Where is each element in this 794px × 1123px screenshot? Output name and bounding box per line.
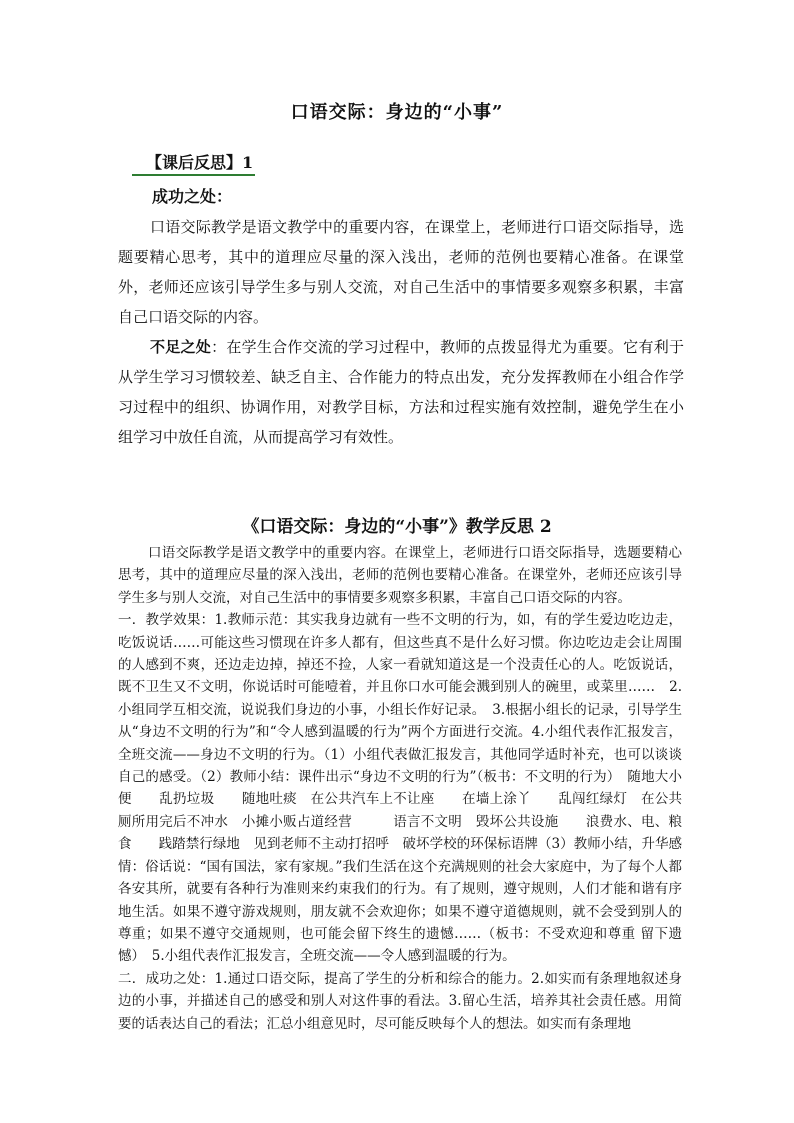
section-tag: 【课后反思】1 — [132, 150, 255, 176]
teaching-effect-paragraph: 一．教学效果：1.教师示范：其实我身边就有一些不文明的行为，如，有的学生爱边吃边走，吃饭说话……可能这些习惯现在许多人都有，但这些真不是什么好习惯。你边吃边走会让周围的人感到不爽，还边走边掉，掉还不捡，人家一看就知道这是一个没责任心的人。吃饭说话，既不卫生又不文明，你说话时可能噎着，并且你口水可能会溅到别人的碗里，或菜里…… 2.小组同学互相交流，说说我们身边的小事，小组长作好记录。 3.根据小组长的记录，引导学生从“身边不文明的行为”和“令人感到温暖的行为”两个方面进行交流。4.小组代表作汇报发言，全班交流——身边不文明的行为。（1）小组代表做汇报发言，其他同学适时补充，也可以谈谈自己的感受。（2）教师小结：课件出示“身边不文明的行为”（板书：不文明的行为） 随地大小便 乱扔垃圾 随地吐痰 在公共汽车上不让座 在墙上涂丫 乱闯红绿灯 在公共厕所用完后不冲水 小摊小贩占道经营 语言不文明 毁坏公共设施 浪费水、电、粮食 践踏禁行绿地 见到老师不主动打招呼 破坏学校的环保标语牌（3）教师小结，升华感情：俗话说：“国有国法，家有家规。”我们生活在这个充满规则的社会大家庭中，为了每个人都各安其所，就要有各种行为准则来约束我们的行为。有了规则，遵守规则，人们才能和谐有序地生活。如果不遵守游戏规则，朋友就不会欢迎你；如果不遵守道德规则，就不会受到别人的尊重；如果不遵守交通规则，也可能会留下终生的遗憾……（板书：不受欢迎和尊重 留下遗憾） 5.小组代表作汇报发言，全班交流——令人感到温暖的行为。 — [118, 612, 682, 965]
page-title: 口语交际：身边的“小事” — [290, 102, 504, 123]
reflection-section-2 — [118, 542, 682, 1035]
shortcoming-text: 在学生合作交流的学习过程中，教师的点拨显得尤为重要。它有利于从学生学习习惯较差、缺乏自主、合作能力的特点出发，充分发挥教师在小组合作学习过程中的组织、协调作用，对教学目标，方法和过程实施有效控制，避免学生在小组学习中放任自流，从而提高学习有效性。 — [118, 338, 684, 446]
success-heading: 成功之处： — [152, 187, 233, 206]
reflection-section-1 — [118, 150, 684, 452]
success-points-paragraph: 二．成功之处：1.通过口语交际，提高了学生的分析和综合的能力。2.如实而有条理地叙述身边的小事，并描述自己的感受和别人对这件事的看法。3.留心生活，培养其社会责任感。用简要的话表达自己的看法；汇总小组意见时，尽可能反映每个人的想法。如实而有条理地 — [118, 970, 682, 1032]
reflection-2-title: 《口语交际：身边的“小事”》教学反思 2 — [242, 517, 552, 537]
shortcoming-label: 不足之处 — [150, 338, 212, 356]
shortcoming-paragraph: 不足之处：在学生合作交流的学习过程中，教师的点拨显得尤为重要。它有利于从学生学习习惯较差、缺乏自主、合作能力的特点出发，充分发挥教师在小组合作学习过程中的组织、协调作用，对教学目标，方法和过程实施有效控制，避免学生在小组学习中放任自流，从而提高学习有效性。 — [118, 338, 684, 446]
success-paragraph: 口语交际教学是语文教学中的重要内容，在课堂上，老师进行口语交际指导，选题要精心思考，其中的道理应尽量的深入浅出，老师的范例也要精心准备。在课堂外，老师还应该引导学生多与别人交流，对自己生活中的事情要多观察多积累，丰富自己口语交际的内容。 — [118, 218, 684, 326]
intro-paragraph: 口语交际教学是语文教学中的重要内容。在课堂上，老师进行口语交际指导，选题要精心思考，其中的道理应尽量的深入浅出，老师的范例也要精心准备。在课堂外，老师还应该引导学生多与别人交流，对自己生活中的事情要多观察多积累，丰富自己口语交际的内容。 — [118, 545, 682, 606]
